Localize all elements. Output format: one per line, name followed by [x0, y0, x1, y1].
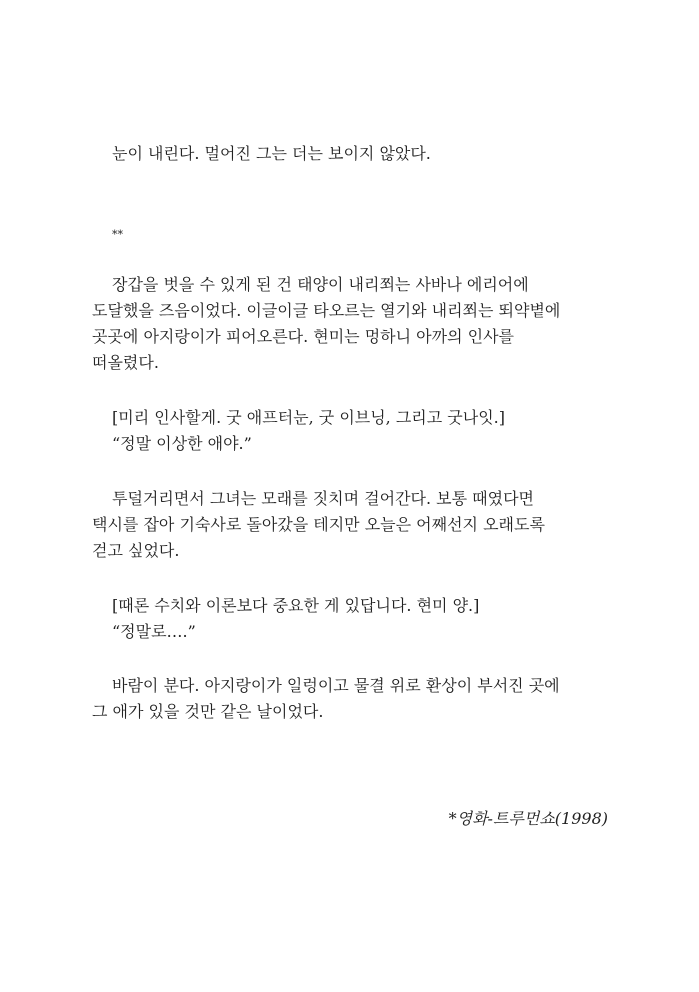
bracket-message-greeting: [미리 인사할게. 굿 애프터눈, 굿 이브닝, 그리고 굿나잇.]	[112, 408, 506, 427]
paragraph-walking-line-3: 걷고 싶었다.	[92, 541, 180, 560]
paragraph-savanna-line-4: 떠올렸다.	[92, 353, 159, 372]
bracket-message-numbers: [때론 수치와 이론보다 중요한 게 있답니다. 현미 양.]	[112, 596, 480, 615]
paragraph-savanna-line-2: 도달했을 즈음이었다. 이글이글 타오르는 열기와 내리쬐는 뙤약볕에	[92, 301, 561, 320]
footnote-reference: *영화-트루먼쇼(1998)	[448, 809, 608, 828]
paragraph-walking-line-1: 투덜거리면서 그녀는 모래를 짓치며 걸어간다. 보통 때였다면	[112, 489, 535, 508]
paragraph-snow-line: 눈이 내린다. 멀어진 그는 더는 보이지 않았다.	[112, 144, 431, 163]
scene-separator: **	[112, 228, 123, 241]
paragraph-walking-line-2: 택시를 잡아 기숙사로 돌아갔을 테지만 오늘은 어째선지 오래도록	[92, 515, 545, 534]
paragraph-wind-line-2: 그 애가 있을 것만 같은 날이었다.	[92, 702, 324, 721]
dialogue-really: “정말로….”	[112, 622, 196, 641]
paragraph-savanna-line-1: 장갑을 벗을 수 있게 된 건 태양이 내리쬐는 사바나 에리어에	[112, 275, 529, 294]
dialogue-strange-kid: “정말 이상한 애야.”	[112, 434, 252, 453]
paragraph-savanna-line-3: 곳곳에 아지랑이가 피어오른다. 현미는 멍하니 아까의 인사를	[92, 327, 515, 346]
paragraph-wind-line-1: 바람이 분다. 아지랑이가 일렁이고 물결 위로 환상이 부서진 곳에	[112, 676, 560, 695]
